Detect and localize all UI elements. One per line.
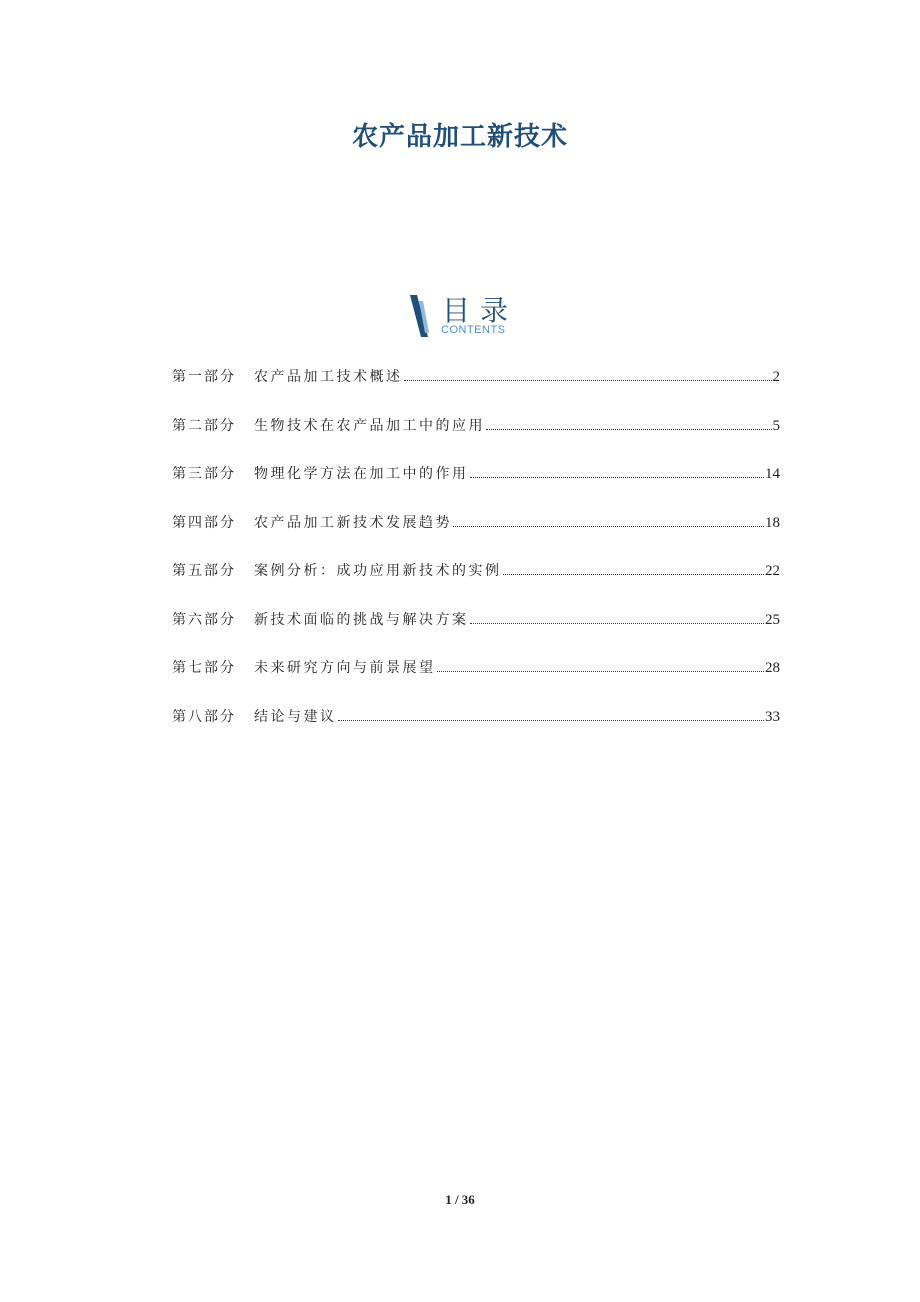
toc-leader-dots xyxy=(338,719,765,721)
toc-entry-page: 2 xyxy=(772,369,780,385)
toc-entry[interactable] xyxy=(172,560,780,609)
toc-entry[interactable] xyxy=(172,657,780,706)
toc-entry-page: 18 xyxy=(765,514,780,531)
toc-entry-page: 28 xyxy=(765,660,780,676)
toc-heading-en: CONTENTS xyxy=(441,324,506,336)
toc-leader-dots xyxy=(453,525,764,527)
toc-entry-title: 物理化学方法在加工中的作用 xyxy=(254,466,469,482)
toc-entry-part: 第五部分 xyxy=(172,563,236,579)
toc-entry-page: 25 xyxy=(765,611,780,628)
toc-entry-title: 农产品加工新技术发展趋势 xyxy=(254,514,452,531)
page-number: 1 / 36 xyxy=(445,1192,475,1207)
toc-entry-part: 第八部分 xyxy=(172,708,236,725)
toc-heading: 目录 xyxy=(442,294,519,327)
toc-entry-part: 第四部分 xyxy=(172,514,236,531)
toc-leader-dots xyxy=(404,379,772,381)
toc-entry-page: 14 xyxy=(765,466,780,482)
toc-entry-part: 第二部分 xyxy=(172,417,236,434)
toc-entry-part: 第三部分 xyxy=(172,466,236,482)
toc-entry-title: 新技术面临的挑战与解决方案 xyxy=(254,611,469,628)
toc-entry-part: 第六部分 xyxy=(172,611,236,628)
toc-leader-dots xyxy=(437,670,765,672)
toc-leader-dots xyxy=(470,476,765,478)
toc-entry-title: 结论与建议 xyxy=(254,708,337,725)
toc-entry-page: 5 xyxy=(772,417,780,434)
toc-entry-title: 农产品加工技术概述 xyxy=(254,369,403,385)
toc-entry-title: 案例分析：成功应用新技术的实例 xyxy=(254,563,502,579)
toc-leader-dots xyxy=(470,622,765,624)
toc-bookmark-icon xyxy=(408,295,430,337)
toc-entry-page: 22 xyxy=(765,563,780,579)
toc-entry-page: 33 xyxy=(765,708,780,725)
toc-entry-part: 第七部分 xyxy=(172,660,236,676)
toc-leader-dots xyxy=(486,428,772,430)
toc-entry[interactable] xyxy=(172,366,780,415)
toc-entry-title: 生物技术在农产品加工中的应用 xyxy=(254,417,485,434)
toc-header xyxy=(408,293,528,341)
toc-entry[interactable] xyxy=(172,415,780,464)
toc-entry[interactable] xyxy=(172,512,780,561)
toc-leader-dots xyxy=(503,573,765,575)
toc-entry-part: 第一部分 xyxy=(172,369,236,385)
document-title: 农产品加工新技术 xyxy=(351,122,568,152)
toc-entry-title: 未来研究方向与前景展望 xyxy=(254,660,436,676)
toc-entry[interactable] xyxy=(172,609,780,658)
toc-entry[interactable] xyxy=(172,706,780,755)
toc-list xyxy=(172,366,780,754)
toc-entry[interactable] xyxy=(172,463,780,512)
